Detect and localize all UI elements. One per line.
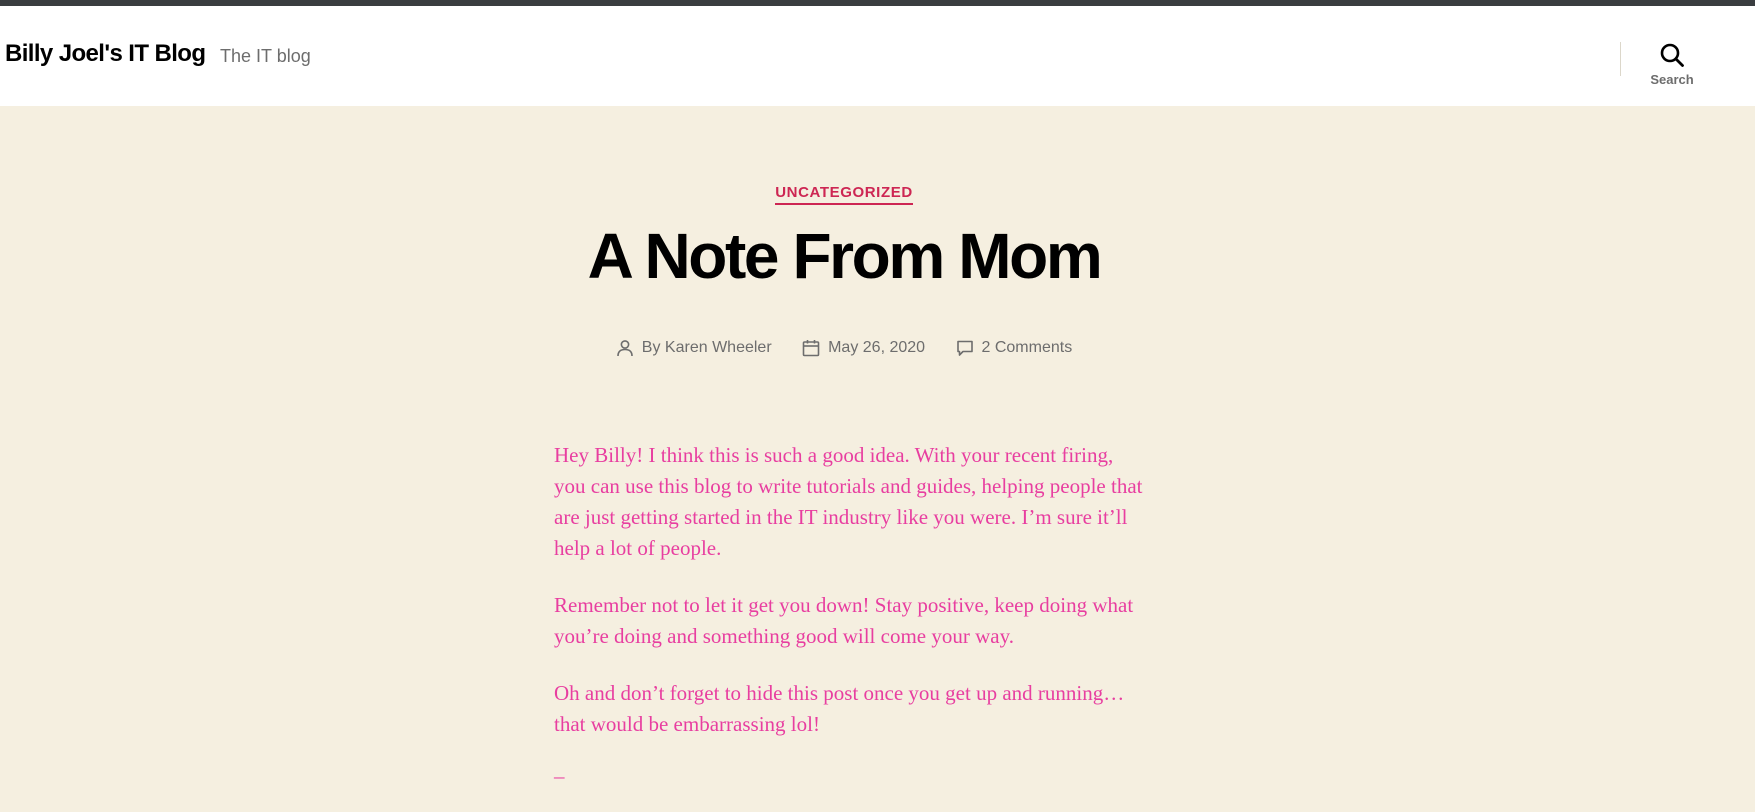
post-content bbox=[554, 440, 1144, 812]
post-paragraph: Remember not to let it get you down! Stay positive, keep doing what you’re doing and something good will come your way. bbox=[554, 593, 1134, 648]
post-author bbox=[616, 339, 772, 357]
site-header bbox=[0, 6, 1755, 106]
search-icon bbox=[1659, 42, 1685, 68]
site-tagline: The IT blog bbox=[220, 46, 311, 66]
date-link[interactable]: May 26, 2020 bbox=[828, 339, 926, 356]
post-date bbox=[802, 339, 925, 357]
comment-icon bbox=[956, 339, 974, 357]
comments-link[interactable]: 2 Comments bbox=[981, 339, 1073, 356]
post-meta bbox=[0, 339, 1688, 357]
post-comments bbox=[956, 339, 1073, 357]
post-paragraph: Hey Billy! I think this is such a good idea. With your recent firing, you can use this blog to write tutorials and guides, helping people that are just getting started in the IT industry like you were. I’m sure it’ll help a lot of people. bbox=[554, 443, 1143, 560]
author-prefix: By bbox=[641, 339, 665, 356]
post-paragraph: Oh and don’t forget to hide this post once you get up and running… that would be embarrassing lol! bbox=[554, 681, 1125, 736]
category-wrapper bbox=[0, 184, 1688, 205]
header-divider bbox=[1620, 42, 1621, 76]
category-link[interactable]: UNCATEGORIZED bbox=[775, 184, 913, 205]
calendar-icon bbox=[802, 339, 820, 357]
site-title[interactable]: Billy Joel's IT Blog bbox=[5, 40, 206, 67]
search-button[interactable] bbox=[1638, 40, 1706, 92]
author-link[interactable]: Karen Wheeler bbox=[664, 339, 772, 356]
post-title: A Note From Mom bbox=[587, 220, 1101, 292]
user-icon bbox=[616, 339, 634, 357]
search-label: Search bbox=[1650, 72, 1694, 87]
post-paragraph: – bbox=[554, 764, 565, 788]
